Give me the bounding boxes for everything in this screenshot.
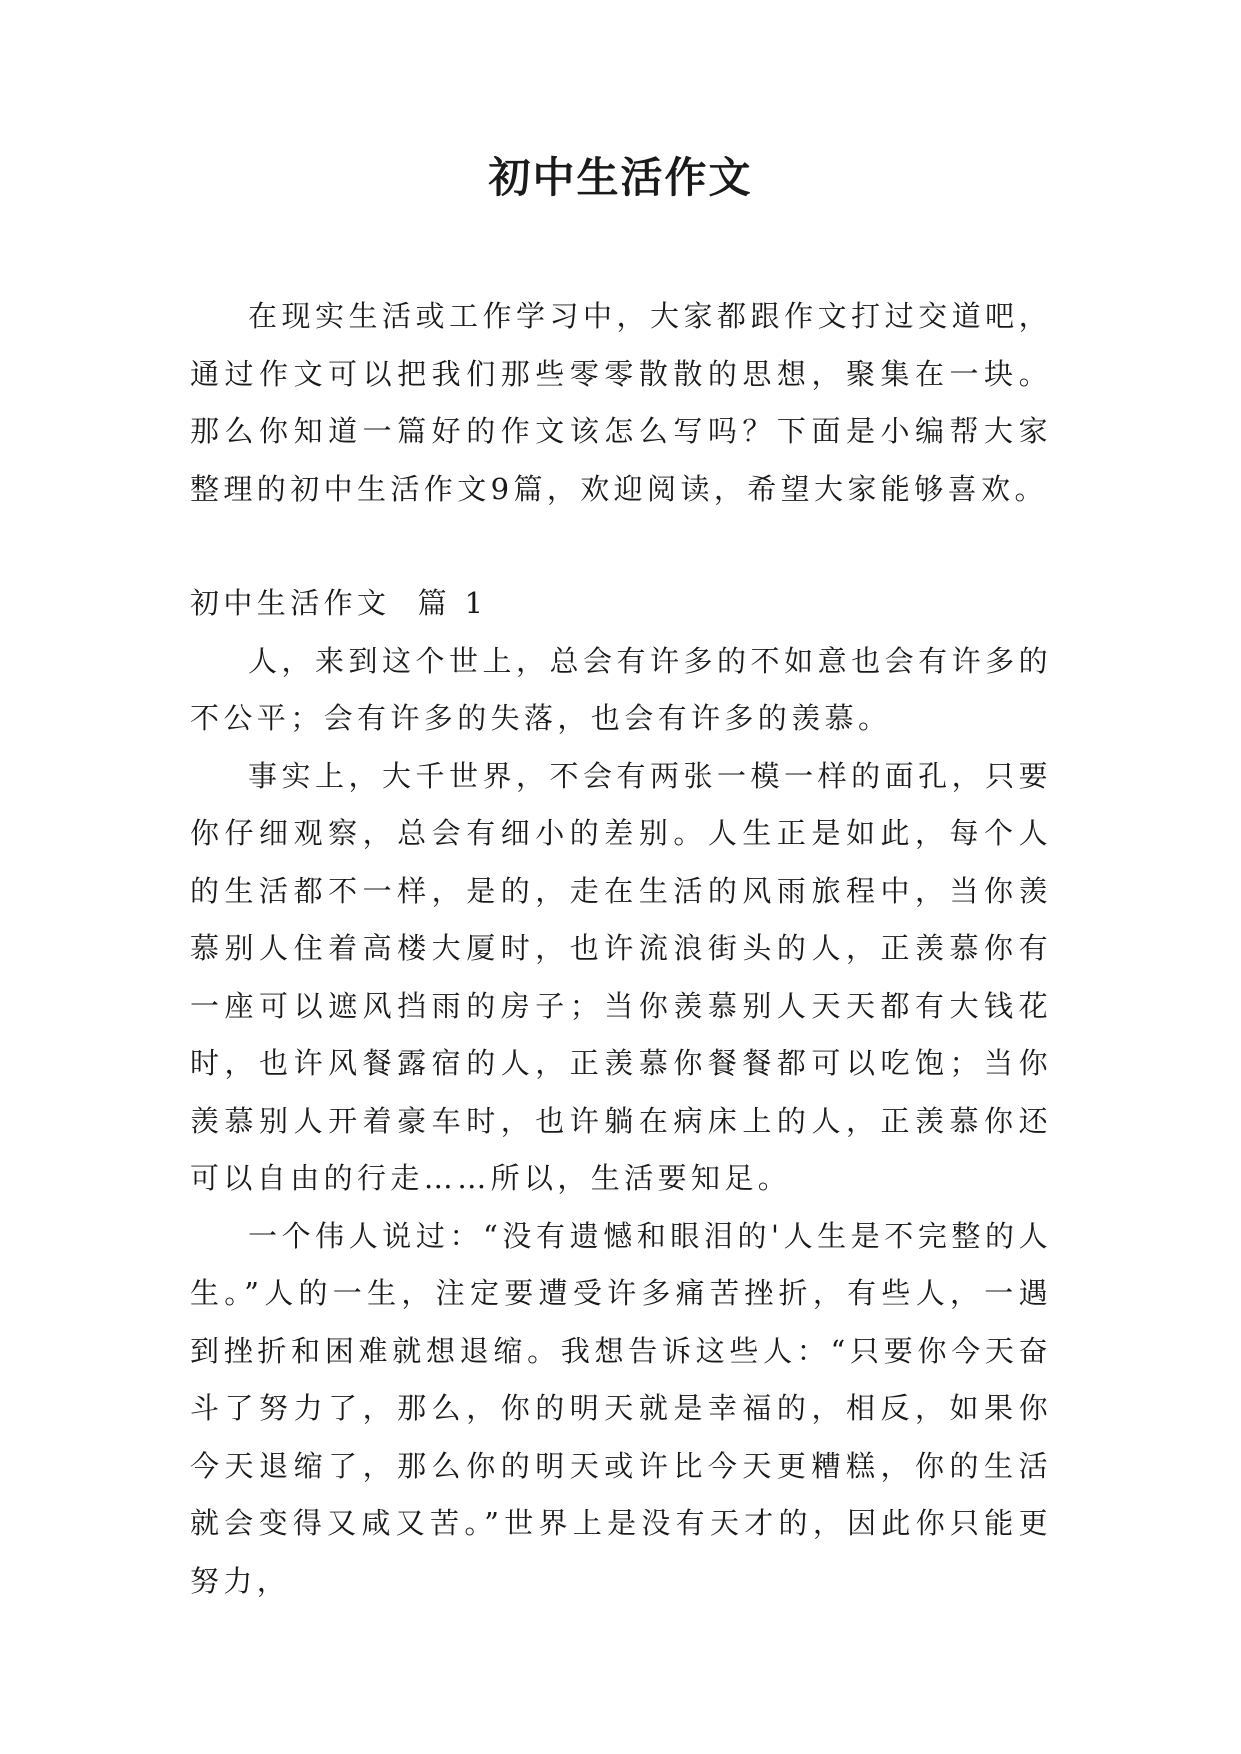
body-paragraph-3: 一个伟人说过：“没有遗憾和眼泪的'人生是不完整的人生。”人的一生，注定要遭受许多痛苦挫折，有些人，一遇到挫折和困难就想退缩。我想告诉这些人：“只要你今天奋斗了努力了，那么，你的明天就是幸福的，相反，如果你今天退缩了，那么你的明天或许比今天更糟糕，你的生活就会变得又咸又苦。”世界上是没有天才的，因此你只能更努力， [190, 1218, 1052, 1598]
intro-paragraph: 在现实生活或工作学习中，大家都跟作文打过交道吧，通过作文可以把我们那些零零散散的思想，聚集在一块。那么你知道一篇好的作文该怎么写吗？下面是小编帮大家整理的初中生活作文9篇，欢迎阅读，希望大家能够喜欢。 [190, 299, 1052, 506]
body-paragraph-2: 事实上，大千世界，不会有两张一模一样的面孔，只要你仔细观察，总会有细小的差别。人生正是如此，每个人的生活都不一样，是的，走在生活的风雨旅程中，当你羡慕别人住着高楼大厦时，也许流浪街头的人，正羡慕你有一座可以遮风挡雨的房子；当你羡慕别人天天都有大钱花时，也许风餐露宿的人，正羡慕你餐餐都可以吃饱；当你羡慕别人开着豪车时，也许躺在病床上的人，正羡慕你还可以自由的行走……所以，生活要知足。 [190, 758, 1052, 1195]
section-heading: 初中生活作文 篇 1 [190, 586, 488, 620]
document-title: 初中生活作文 [488, 153, 753, 202]
body-paragraph-1: 人，来到这个世上，总会有许多的不如意也会有许多的不公平；会有许多的失落，也会有许多的羡慕。 [190, 643, 1052, 735]
document-body [190, 288, 1052, 1610]
